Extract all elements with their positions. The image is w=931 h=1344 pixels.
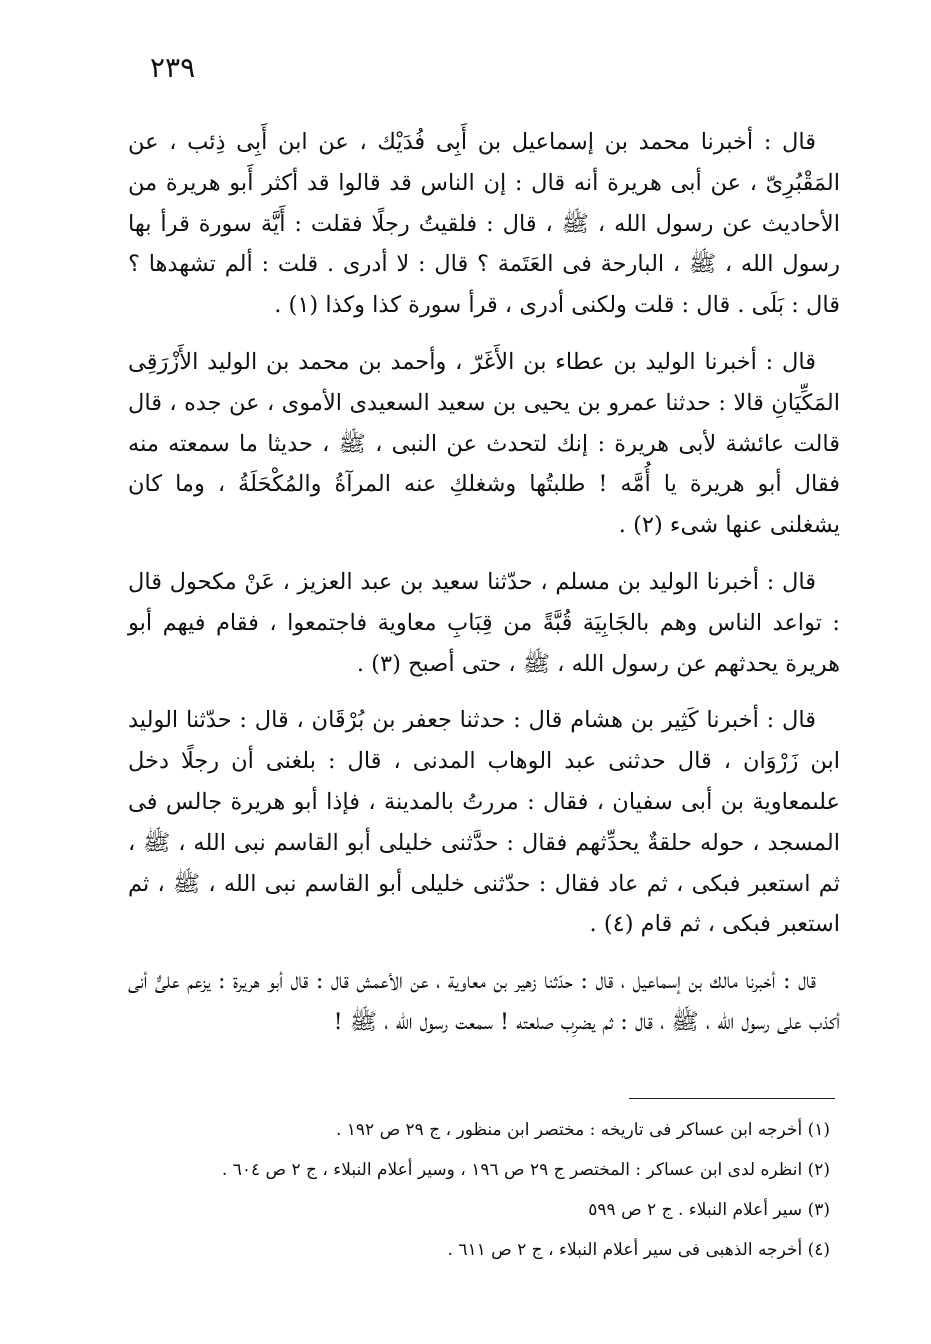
paragraph-3: قال : أخبرنا الوليد بن مسلم ، حدّثنا سعيد بن عبد العزيز ، عَنْ مكحول قال : تواعد الناس وهم بالجَابِيَة قُبَّةً من قِبَابِ معاوية فاجتمعوا ، فقام فيهم أبو هريرة يحدثهم عن رسول الله ، ﷺ ، حتى أصبح (٣) . <box>128 568 840 677</box>
paragraph-1: قال : أخبرنا محمد بن إسماعيل بن أَبِى فُدَيْك ، عن ابن أَبِى ذِئب ، عن المَقْبُرِىّ ، عن أبى هريرة أنه قال : إن الناس قد قالوا قد أكثر أَبو هريرة من الأحاديث عن رسول الله ، ﷺ ، قال : فلقيتُ رجلًا فقلت : أَيَّة سورة قرأ بها رسول الله ، ﷺ ، البارحة فى العَتَمة ؟ قال : لا أدرى . قلت : ألم تشهدها ؟ قال : بَلَى . قال : قلت ولكنى أدرى ، قرأ سورة كذا وكذا (١) . <box>128 129 840 319</box>
main-text <box>128 122 840 1059</box>
paragraph-2: قال : أخبرنا الوليد بن عطاء بن الأَغَرّ ، وأحمد بن محمد بن الوليد الأَزْرَقِى المَكِّيَانِ قالا : حدثنا عمرو بن يحيى بن سعيد السعيدى الأموى ، عن جده ، قال قالت عائشة لأبى هريرة : إنك لتحدث عن النبى ، ﷺ ، حديثا ما سمعته منه فقال أبو هريرة يا أُمَّه ! طلبتُها وشغلكِ عنه المرآةُ والمُكْحَلَةُ ، وما كان يشغلنى عنها شىء (٢) . <box>128 348 840 539</box>
paragraph-4: قال : أخبرنا كَثِير بن هشام قال : حدثنا جعفر بن بُرْقَان ، قال : حدّثنا الوليد ابن زَرْوَان ، قال حدثنى عبد الوهاب المدنى ، قال : بلغنى أن رجلًا دخل علىمعاوية بن أبى سفيان ، فقال : مررتُ بالمدينة ، فإذا أبو هريرة جالس فى المسجد ، حوله حلقةٌ يحدِّثهم فقال : حدَّثنى خليلى أبو القاسم نبى الله ، ﷺ ، ثم استعبر فبكى ، ثم عاد فقال : حدّثنى خليلى أبو القاسم نبى الله ، ﷺ ، ثم استعبر فبكى ، ثم قام (٤) . <box>128 707 840 938</box>
footnote-4: (٤) أخرجه الذهبى فى سير أعلام النبلاء ، ج ٢ ص ٦١١ . <box>447 1240 830 1260</box>
footnote-2: (٢) انظره لدى ابن عساكر : المختصر ج ٢٩ ص ١٩٦ ، وسير أعلام النبلاء ، ج ٢ ص ٦٠٤ . <box>221 1160 830 1180</box>
footnote-3: (٣) سير أعلام النبلاء . ج ٢ ص ٥٩٩ <box>588 1200 830 1220</box>
paragraph-5: قال : أخبرنا مالك بن إسماعيل ، قال : حدّثنا زهير بن معاوية ، عن الأعمش قال : قال أبو هريرة : يزعم علىٌّ أنى أكذب على رسول الله ، ﷺ ، قال : ثم يضرِب صلعته ! سمعت رسول الله ، ﷺ ! <box>128 968 840 1035</box>
footnote-1: (١) أخرجه ابن عساكر فى تاريخه : مختصر ابن منظور ، ج ٢٩ ص ١٩٢ . <box>335 1120 830 1140</box>
footnote-divider <box>629 1098 835 1099</box>
page-number: ٢٣٩ <box>150 51 196 84</box>
footnotes <box>128 1110 838 1270</box>
